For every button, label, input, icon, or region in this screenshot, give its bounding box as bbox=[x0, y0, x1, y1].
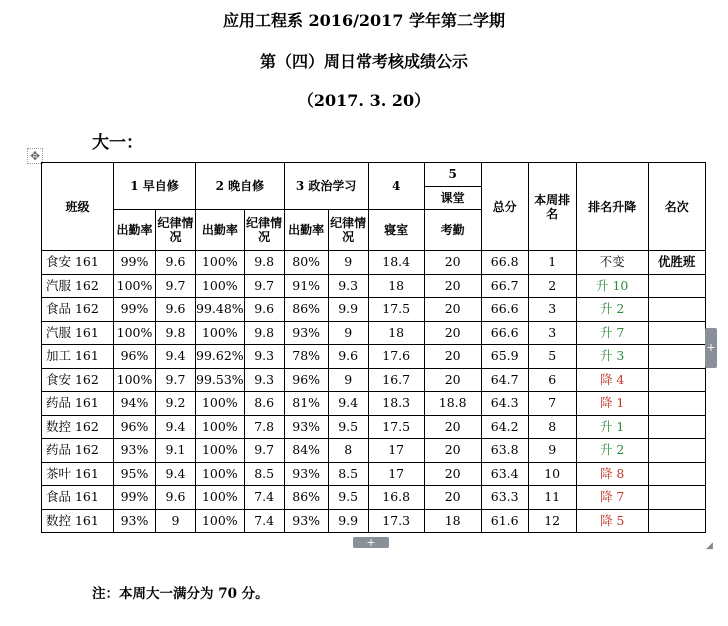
cell-total: 64.3 bbox=[481, 392, 528, 416]
cell-a2: 100% bbox=[196, 415, 245, 439]
section-label: 大一： bbox=[92, 133, 143, 153]
cell-a1: 94% bbox=[114, 392, 156, 416]
cell-rank: 10 bbox=[528, 462, 576, 486]
cell-a3: 93% bbox=[284, 321, 328, 345]
cell-dorm: 17 bbox=[368, 462, 424, 486]
header-attendance: 考勤 bbox=[424, 210, 481, 251]
cell-dorm: 17 bbox=[368, 439, 424, 463]
cell-rank: 8 bbox=[528, 415, 576, 439]
cell-total: 66.6 bbox=[481, 321, 528, 345]
cell-change: 降 1 bbox=[576, 392, 648, 416]
table-row bbox=[42, 298, 706, 322]
cell-d1: 9.4 bbox=[156, 345, 196, 369]
table-row bbox=[42, 486, 706, 510]
cell-d1: 9.7 bbox=[156, 368, 196, 392]
cell-class: 汽服 162 bbox=[42, 274, 114, 298]
cell-class: 数控 161 bbox=[42, 509, 114, 533]
cell-a2: 100% bbox=[196, 392, 245, 416]
cell-a3: 96% bbox=[284, 368, 328, 392]
cell-d3: 9 bbox=[328, 368, 368, 392]
cell-d1: 9.2 bbox=[156, 392, 196, 416]
cell-att: 20 bbox=[424, 298, 481, 322]
cell-total: 64.2 bbox=[481, 415, 528, 439]
cell-att: 20 bbox=[424, 274, 481, 298]
cell-d3: 9.9 bbox=[328, 509, 368, 533]
cell-rank: 1 bbox=[528, 251, 576, 275]
header-discipline-1: 纪律情况 bbox=[156, 210, 196, 251]
cell-change: 降 7 bbox=[576, 486, 648, 510]
cell-standing bbox=[648, 345, 705, 369]
cell-d1: 9.1 bbox=[156, 439, 196, 463]
cell-a2: 100% bbox=[196, 462, 245, 486]
cell-rank: 3 bbox=[528, 298, 576, 322]
cell-d1: 9.8 bbox=[156, 321, 196, 345]
cell-d2: 9.3 bbox=[244, 345, 284, 369]
cell-dorm: 16.7 bbox=[368, 368, 424, 392]
cell-att: 18.8 bbox=[424, 392, 481, 416]
cell-standing bbox=[648, 486, 705, 510]
cell-rank: 12 bbox=[528, 509, 576, 533]
cell-d2: 7.4 bbox=[244, 486, 284, 510]
cell-rank: 3 bbox=[528, 321, 576, 345]
table-row bbox=[42, 415, 706, 439]
cell-class: 食安 161 bbox=[42, 251, 114, 275]
header-total: 总分 bbox=[481, 163, 528, 251]
header-weekly-rank: 本周排名 bbox=[528, 163, 576, 251]
cell-d2: 8.5 bbox=[244, 462, 284, 486]
header-attendance-rate-2: 出勤率 bbox=[196, 210, 245, 251]
cell-d1: 9.4 bbox=[156, 462, 196, 486]
cell-a3: 93% bbox=[284, 415, 328, 439]
cell-d2: 9.8 bbox=[244, 321, 284, 345]
cell-dorm: 16.8 bbox=[368, 486, 424, 510]
cell-att: 20 bbox=[424, 345, 481, 369]
table-row bbox=[42, 251, 706, 275]
cell-a2: 100% bbox=[196, 486, 245, 510]
cell-dorm: 18 bbox=[368, 321, 424, 345]
cell-att: 20 bbox=[424, 439, 481, 463]
cell-class: 药品 162 bbox=[42, 439, 114, 463]
cell-dorm: 17.5 bbox=[368, 415, 424, 439]
cell-d1: 9.7 bbox=[156, 274, 196, 298]
cell-a1: 95% bbox=[114, 462, 156, 486]
table-row bbox=[42, 439, 706, 463]
cell-a2: 100% bbox=[196, 251, 245, 275]
cell-d3: 9.3 bbox=[328, 274, 368, 298]
cell-total: 65.9 bbox=[481, 345, 528, 369]
cell-dorm: 18 bbox=[368, 274, 424, 298]
cell-change: 升 7 bbox=[576, 321, 648, 345]
cell-class: 汽服 161 bbox=[42, 321, 114, 345]
cell-d2: 9.6 bbox=[244, 298, 284, 322]
cell-standing bbox=[648, 368, 705, 392]
score-table bbox=[41, 162, 706, 533]
cell-dorm: 17.5 bbox=[368, 298, 424, 322]
cell-dorm: 17.6 bbox=[368, 345, 424, 369]
cell-standing bbox=[648, 392, 705, 416]
cell-att: 20 bbox=[424, 462, 481, 486]
header-attendance-rate-3: 出勤率 bbox=[284, 210, 328, 251]
cell-a2: 99.48% bbox=[196, 298, 245, 322]
cell-a1: 93% bbox=[114, 439, 156, 463]
cell-rank: 6 bbox=[528, 368, 576, 392]
cell-class: 食品 161 bbox=[42, 486, 114, 510]
cell-a1: 99% bbox=[114, 298, 156, 322]
cell-standing bbox=[648, 509, 705, 533]
cell-change: 升 10 bbox=[576, 274, 648, 298]
cell-a3: 78% bbox=[284, 345, 328, 369]
cell-a1: 99% bbox=[114, 486, 156, 510]
cell-d3: 9.5 bbox=[328, 486, 368, 510]
table-row bbox=[42, 368, 706, 392]
cell-a2: 100% bbox=[196, 321, 245, 345]
cell-a2: 99.53% bbox=[196, 368, 245, 392]
cell-standing bbox=[648, 274, 705, 298]
cell-rank: 7 bbox=[528, 392, 576, 416]
header-evening-study: 2 晚自修 bbox=[196, 163, 285, 210]
header-attendance-rate-1: 出勤率 bbox=[114, 210, 156, 251]
cell-a2: 100% bbox=[196, 439, 245, 463]
cell-a1: 100% bbox=[114, 321, 156, 345]
cell-rank: 5 bbox=[528, 345, 576, 369]
cell-a3: 91% bbox=[284, 274, 328, 298]
header-rank-change: 排名升降 bbox=[576, 163, 648, 251]
cell-change: 升 1 bbox=[576, 415, 648, 439]
cell-class: 加工 161 bbox=[42, 345, 114, 369]
cell-a1: 99% bbox=[114, 251, 156, 275]
cell-att: 20 bbox=[424, 251, 481, 275]
cell-a2: 100% bbox=[196, 274, 245, 298]
header-dorm: 寝室 bbox=[368, 210, 424, 251]
cell-class: 茶叶 161 bbox=[42, 462, 114, 486]
cell-d1: 9 bbox=[156, 509, 196, 533]
cell-standing bbox=[648, 415, 705, 439]
cell-class: 食品 162 bbox=[42, 298, 114, 322]
table-row bbox=[42, 509, 706, 533]
cell-class: 食安 162 bbox=[42, 368, 114, 392]
cell-att: 18 bbox=[424, 509, 481, 533]
cell-d3: 9.6 bbox=[328, 345, 368, 369]
table-row bbox=[42, 392, 706, 416]
cell-d2: 9.7 bbox=[244, 439, 284, 463]
cell-standing bbox=[648, 321, 705, 345]
cell-a3: 93% bbox=[284, 462, 328, 486]
cell-class: 数控 162 bbox=[42, 415, 114, 439]
cell-a1: 96% bbox=[114, 415, 156, 439]
doc-title: 应用工程系 2016/2017 学年第二学期 bbox=[222, 11, 506, 30]
header-discipline-3: 纪律情况 bbox=[328, 210, 368, 251]
cell-d3: 9 bbox=[328, 251, 368, 275]
header-cat4: 4 bbox=[368, 163, 424, 210]
cell-d3: 8.5 bbox=[328, 462, 368, 486]
cell-dorm: 18.4 bbox=[368, 251, 424, 275]
table-row bbox=[42, 274, 706, 298]
cell-change: 不变 bbox=[576, 251, 648, 275]
cell-d3: 9.4 bbox=[328, 392, 368, 416]
cell-att: 20 bbox=[424, 486, 481, 510]
cell-a2: 99.62% bbox=[196, 345, 245, 369]
cell-change: 升 3 bbox=[576, 345, 648, 369]
cell-d3: 8 bbox=[328, 439, 368, 463]
cell-d1: 9.6 bbox=[156, 251, 196, 275]
table-row bbox=[42, 462, 706, 486]
header-classroom: 课堂 bbox=[424, 186, 481, 210]
table-resize-icon[interactable]: ◢ bbox=[706, 541, 713, 551]
cell-change: 降 8 bbox=[576, 462, 648, 486]
add-row-icon[interactable]: + bbox=[353, 537, 389, 548]
cell-a3: 80% bbox=[284, 251, 328, 275]
cell-standing bbox=[648, 462, 705, 486]
cell-total: 63.8 bbox=[481, 439, 528, 463]
doc-date: （2017. 3. 20） bbox=[297, 91, 431, 110]
cell-a3: 81% bbox=[284, 392, 328, 416]
cell-standing bbox=[648, 439, 705, 463]
footnote: 注：本周大一满分为 70 分。 bbox=[92, 586, 269, 602]
cell-dorm: 17.3 bbox=[368, 509, 424, 533]
cell-total: 63.4 bbox=[481, 462, 528, 486]
header-morning-study: 1 早自修 bbox=[114, 163, 196, 210]
cell-class: 药品 161 bbox=[42, 392, 114, 416]
header-political-study: 3 政治学习 bbox=[284, 163, 368, 210]
cell-a1: 96% bbox=[114, 345, 156, 369]
cell-change: 降 4 bbox=[576, 368, 648, 392]
cell-dorm: 18.3 bbox=[368, 392, 424, 416]
header-standing: 名次 bbox=[648, 163, 705, 251]
cell-a3: 84% bbox=[284, 439, 328, 463]
cell-total: 66.8 bbox=[481, 251, 528, 275]
header-class: 班级 bbox=[42, 163, 114, 251]
cell-d3: 9 bbox=[328, 321, 368, 345]
doc-subtitle: 第（四）周日常考核成绩公示 bbox=[259, 52, 468, 71]
cell-total: 61.6 bbox=[481, 509, 528, 533]
cell-d2: 9.7 bbox=[244, 274, 284, 298]
cell-d1: 9.6 bbox=[156, 486, 196, 510]
cell-change: 降 5 bbox=[576, 509, 648, 533]
header-cat5-num: 5 bbox=[424, 163, 481, 187]
cell-change: 升 2 bbox=[576, 439, 648, 463]
cell-a1: 100% bbox=[114, 368, 156, 392]
cell-total: 63.3 bbox=[481, 486, 528, 510]
cell-rank: 9 bbox=[528, 439, 576, 463]
cell-d3: 9.9 bbox=[328, 298, 368, 322]
header-discipline-2: 纪律情况 bbox=[244, 210, 284, 251]
cell-total: 66.6 bbox=[481, 298, 528, 322]
cell-att: 20 bbox=[424, 415, 481, 439]
table-move-handle-icon[interactable]: ✥ bbox=[27, 148, 43, 164]
cell-d2: 7.8 bbox=[244, 415, 284, 439]
cell-change: 升 2 bbox=[576, 298, 648, 322]
cell-rank: 2 bbox=[528, 274, 576, 298]
cell-standing: 优胜班 bbox=[648, 251, 705, 275]
table-row bbox=[42, 321, 706, 345]
cell-a1: 100% bbox=[114, 274, 156, 298]
add-column-icon[interactable]: + bbox=[705, 328, 717, 368]
cell-att: 20 bbox=[424, 321, 481, 345]
cell-d1: 9.6 bbox=[156, 298, 196, 322]
cell-d2: 9.3 bbox=[244, 368, 284, 392]
table-row bbox=[42, 345, 706, 369]
cell-a3: 93% bbox=[284, 509, 328, 533]
cell-a3: 86% bbox=[284, 486, 328, 510]
cell-d1: 9.4 bbox=[156, 415, 196, 439]
cell-standing bbox=[648, 298, 705, 322]
cell-att: 20 bbox=[424, 368, 481, 392]
cell-a2: 100% bbox=[196, 509, 245, 533]
cell-total: 64.7 bbox=[481, 368, 528, 392]
cell-d2: 9.8 bbox=[244, 251, 284, 275]
cell-d3: 9.5 bbox=[328, 415, 368, 439]
cell-a1: 93% bbox=[114, 509, 156, 533]
cell-a3: 86% bbox=[284, 298, 328, 322]
cell-rank: 11 bbox=[528, 486, 576, 510]
cell-d2: 8.6 bbox=[244, 392, 284, 416]
cell-total: 66.7 bbox=[481, 274, 528, 298]
cell-d2: 7.4 bbox=[244, 509, 284, 533]
